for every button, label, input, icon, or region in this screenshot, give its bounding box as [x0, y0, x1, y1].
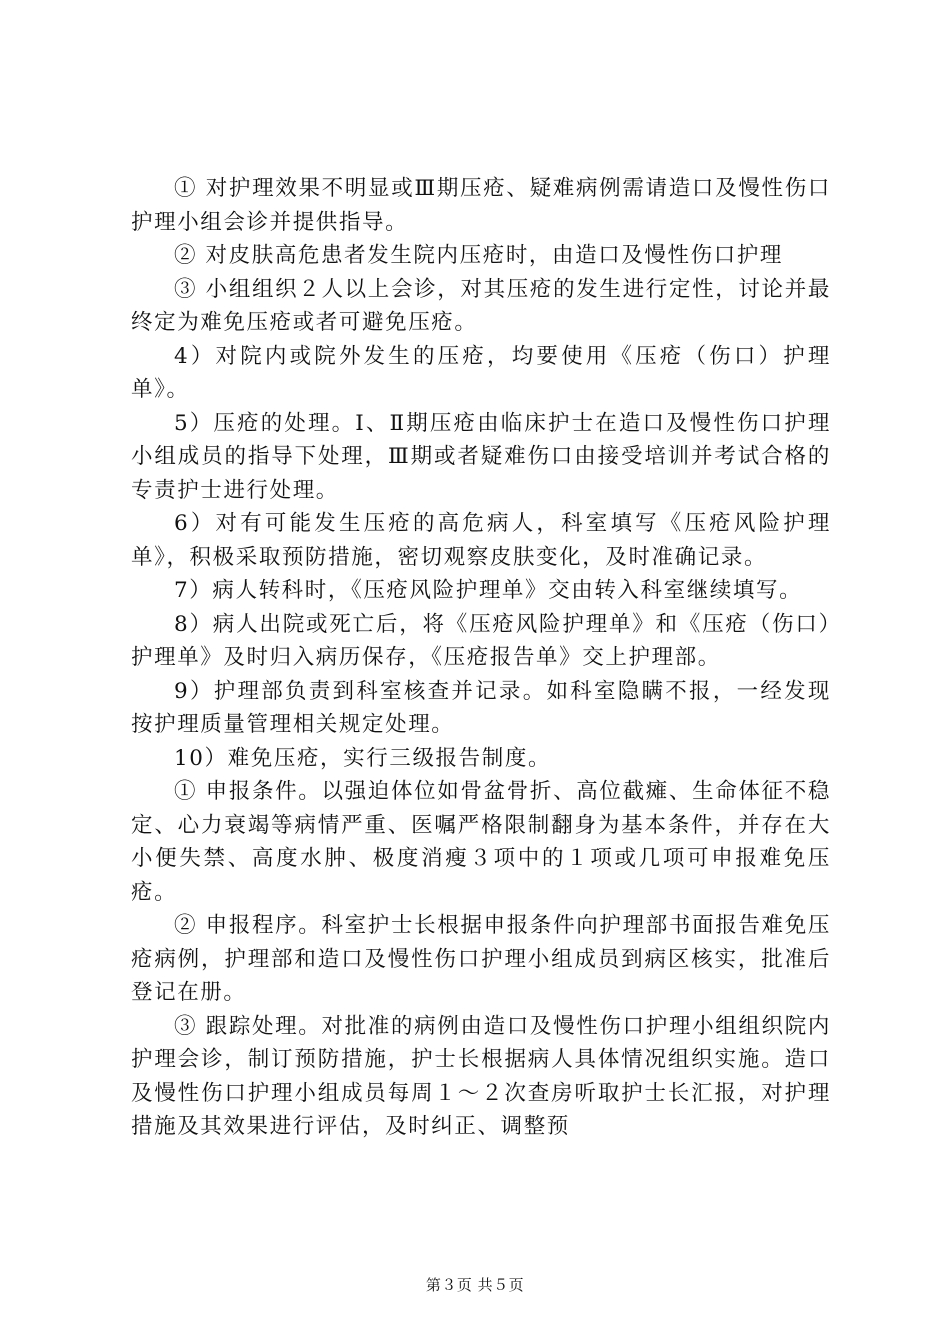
paragraph-5: 5）压疮的处理。Ⅰ、Ⅱ期压疮由临床护士在造口及慢性伤口护理小组成员的指导下处理，Ⅲ期或者疑难伤口由接受培训并考试合格的专责护士进行处理。	[131, 410, 831, 503]
paragraph-1: ① 对护理效果不明显或Ⅲ期压疮、疑难病例需请造口及慢性伤口护理小组会诊并提供指导。	[131, 176, 831, 235]
page-number-footer: 第３页 共５页	[425, 1276, 525, 1294]
paragraph-11: ① 申报条件。以强迫体位如骨盆骨折、高位截瘫、生命体征不稳定、心力衰竭等病情严重、医嘱严格限制翻身为基本条件，并存在大小便失禁、高度水肿、极度消瘦３项中的１项或几项可申报难免压疮。	[131, 779, 831, 905]
paragraph-7: 7）病人转科时，《压疮风险护理单》交由转入科室继续填写。	[174, 578, 803, 603]
paragraph-2: ② 对皮肤高危患者发生院内压疮时，由造口及慢性伤口护理	[174, 243, 784, 268]
paragraph-12: ② 申报程序。科室护士长根据申报条件向护理部书面报告难免压疮病例，护理部和造口及慢性伤口护理小组成员到病区核实，批准后登记在册。	[131, 913, 831, 1005]
paragraph-3: ③ 小组组织２人以上会诊，对其压疮的发生进行定性，讨论并最终定为难免压疮或者可避免压疮。	[131, 276, 831, 335]
paragraph-10: 10）难免压疮，实行三级报告制度。	[174, 745, 552, 771]
paragraph-13: ③ 跟踪处理。对批准的病例由造口及慢性伤口护理小组组织院内护理会诊，制订预防措施，护士长根据病人具体情况组织实施。造口及慢性伤口护理小组成员每周１～２次查房听取护士长汇报，对护理措施及其效果进行评估，及时纠正、调整预	[131, 1013, 831, 1139]
paragraph-9: 9）护理部负责到科室核查并记录。如科室隐瞒不报，一经发现按护理质量管理相关规定处理。	[131, 678, 831, 737]
paragraph-4: 4）对院内或院外发生的压疮，均要使用《压疮（伤口）护理单》。	[131, 343, 831, 402]
paragraph-8: 8）病人出院或死亡后，将《压疮风险护理单》和《压疮（伤口）护理单》及时归入病历保存，《压疮报告单》交上护理部。	[131, 611, 831, 670]
document-body	[131, 172, 831, 1144]
paragraph-6: 6）对有可能发生压疮的高危病人，科室填写《压疮风险护理单》，积极采取预防措施，密切观察皮肤变化，及时准确记录。	[131, 511, 831, 570]
